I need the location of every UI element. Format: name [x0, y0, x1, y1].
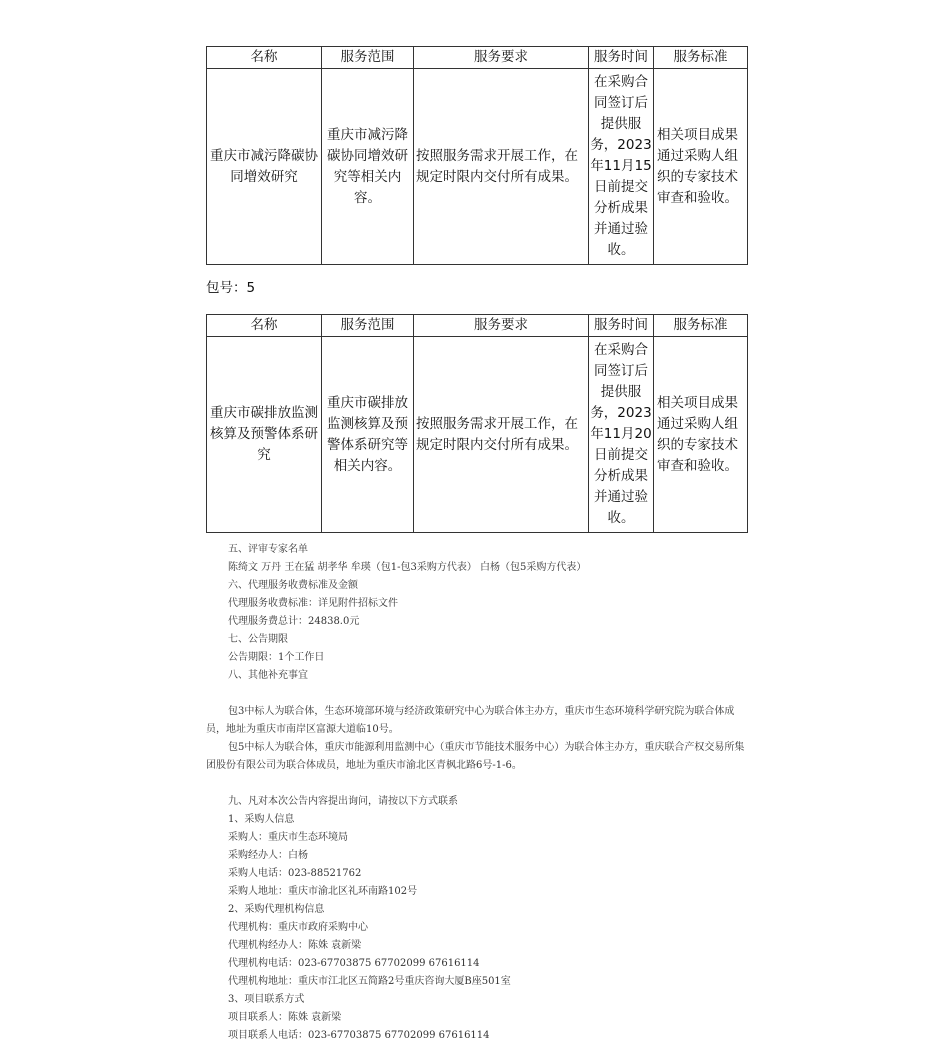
header-requirement: 服务要求	[414, 315, 589, 337]
purchaser-phone: 采购人电话：023-88521762	[228, 868, 362, 879]
purchaser-heading: 1、采购人信息	[228, 814, 295, 825]
header-name: 名称	[207, 47, 322, 69]
table-header-row	[207, 47, 748, 69]
agency-fee-total: 代理服务费总计：24838.0元	[228, 616, 360, 627]
purchaser-address: 采购人地址：重庆市渝北区礼环南路102号	[228, 886, 418, 897]
package-label: 包号：5	[206, 280, 256, 296]
section-heading-contact: 九、凡对本次公告内容提出询问，请按以下方式联系	[228, 796, 458, 807]
service-table-package-5	[206, 314, 748, 533]
header-time: 服务时间	[589, 315, 654, 337]
cell-name: 重庆市碳排放监测核算及预警体系研究	[207, 337, 322, 533]
project-contact-phone: 项目联系人电话：023-67703875 67702099 67616114	[228, 1030, 490, 1041]
agency-phone: 代理机构电话：023-67703875 67702099 67616114	[228, 958, 480, 969]
cell-requirement: 按照服务需求开展工作，在规定时限内交付所有成果。	[414, 69, 589, 265]
expert-list: 陈绮文 万丹 王在猛 胡孝华 牟瑛（包1-包3采购方代表） 白杨（包5采购方代表）	[228, 562, 587, 573]
header-scope: 服务范围	[322, 47, 414, 69]
announcement-body	[206, 541, 751, 1045]
project-contact-person: 项目联系人：陈姝 袁新梁	[228, 1012, 342, 1023]
service-table-package-4	[206, 46, 748, 265]
table-row	[207, 337, 748, 533]
header-standard: 服务标准	[654, 315, 748, 337]
table-header-row	[207, 315, 748, 337]
supplementary-paragraph-package-5: 包5中标人为联合体，重庆市能源利用监测中心（重庆市节能技术服务中心）为联合体主办方，重庆联合产权交易所集团股份有限公司为联合体成员，地址为重庆市渝北区青枫北路6号-1-6。	[206, 742, 745, 771]
header-requirement: 服务要求	[414, 47, 589, 69]
agency-address: 代理机构地址：重庆市江北区五简路2号重庆咨询大厦B座501室	[228, 976, 511, 987]
cell-standard: 相关项目成果通过采购人组织的专家技术审查和验收。	[654, 337, 748, 533]
purchaser-agent: 采购经办人：白杨	[228, 850, 308, 861]
cell-name: 重庆市减污降碳协同增效研究	[207, 69, 322, 265]
section-heading-notice-period: 七、公告期限	[228, 634, 288, 645]
header-name: 名称	[207, 315, 322, 337]
project-contact-heading: 3、项目联系方式	[228, 994, 305, 1005]
cell-time: 在采购合同签订后提供服务，2023年11月15日前提交分析成果并通过验收。	[589, 69, 654, 265]
agency-fee-standard: 代理服务收费标准：详见附件招标文件	[228, 598, 398, 609]
cell-time: 在采购合同签订后提供服务，2023年11月20日前提交分析成果并通过验收。	[589, 337, 654, 533]
cell-requirement: 按照服务需求开展工作，在规定时限内交付所有成果。	[414, 337, 589, 533]
agency-heading: 2、采购代理机构信息	[228, 904, 325, 915]
section-heading-agency-fee: 六、代理服务收费标准及金额	[228, 580, 358, 591]
cell-scope: 重庆市碳排放监测核算及预警体系研究等相关内容。	[322, 337, 414, 533]
section-heading-experts: 五、评审专家名单	[228, 544, 308, 555]
agency-agent: 代理机构经办人：陈姝 袁新梁	[228, 940, 362, 951]
supplementary-paragraph-package-3: 包3中标人为联合体，生态环境部环境与经济政策研究中心为联合体主办方，重庆市生态环境科学研究院为联合体成员，地址为重庆市南岸区富源大道临10号。	[206, 706, 735, 735]
header-standard: 服务标准	[654, 47, 748, 69]
notice-period: 公告期限：1个工作日	[228, 652, 325, 663]
agency-name: 代理机构：重庆市政府采购中心	[228, 922, 368, 933]
table-row	[207, 69, 748, 265]
header-scope: 服务范围	[322, 315, 414, 337]
header-time: 服务时间	[589, 47, 654, 69]
section-heading-supplementary: 八、其他补充事宜	[228, 670, 308, 681]
cell-standard: 相关项目成果通过采购人组织的专家技术审查和验收。	[654, 69, 748, 265]
cell-scope: 重庆市减污降碳协同增效研究等相关内容。	[322, 69, 414, 265]
purchaser-name: 采购人：重庆市生态环境局	[228, 832, 348, 843]
